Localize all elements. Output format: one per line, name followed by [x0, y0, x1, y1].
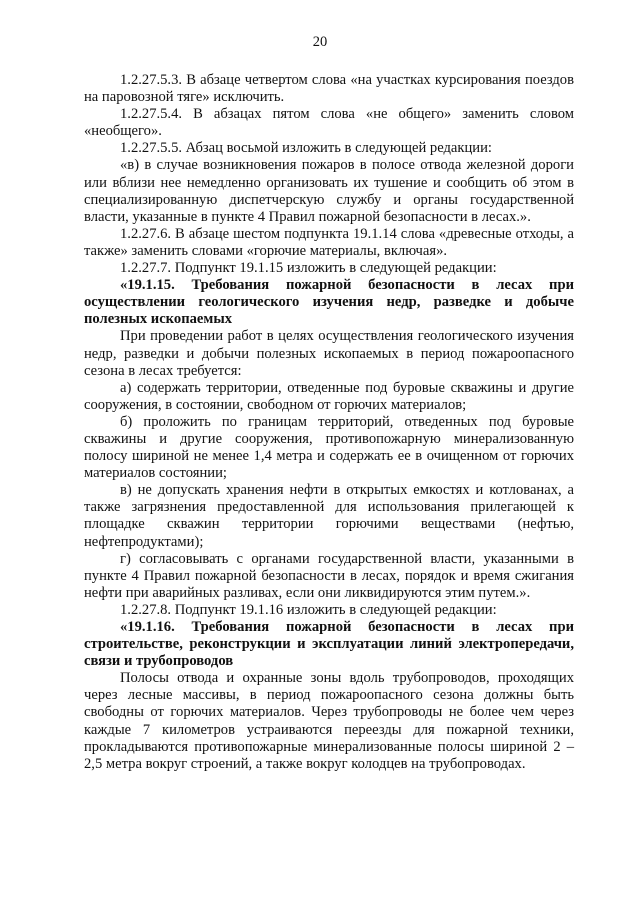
paragraph-1-2-27-8: 1.2.27.8. Подпункт 19.1.16 изложить в следующей редакции: — [120, 601, 497, 618]
heading-19-1-15: «19.1.15. Требования пожарной безопасности в лесах при осуществлении геологического изучения недр, разведке и добыче полезных ископаемых — [84, 277, 574, 328]
paragraph-1-2-27-6: 1.2.27.6. В абзаце шестом подпункта 19.1.14 слова «древесные отходы, а также» заменить словами «горючие материалы, включая». — [84, 225, 574, 259]
paragraph-1-2-27-5-4: 1.2.27.5.4. В абзацах пятом слова «не общего» заменить словом «необщего». — [84, 106, 574, 140]
list-item-a: а) содержать территории, отведенные под буровые скважины и другие сооружения, в состоянии, свободном от горючих материалов; — [84, 379, 574, 413]
list-item-b: б) проложить по границам территорий, отведенных под буровые скважины и другие сооружения, противопожарную минерализованную полосу шириной не менее 1,4 метра и содержать ее в очищенном от горючих материалов состоянии; — [84, 413, 574, 482]
list-item-g: г) согласовывать с органами государственной власти, указанными в пункте 4 Правил пожарной безопасности в лесах, порядок и время сжигания нефти при аварийных разливах, если они ликвидируются этим путем.». — [84, 550, 574, 601]
document-body — [84, 72, 574, 773]
paragraph-pipelines: Полосы отвода и охранные зоны вдоль трубопроводов, проходящих через лесные массивы, в период пожароопасного сезона должны быть свободны от горючих материалов. Через трубопроводы не более чем через каждые 7 километров устраиваются переезды для пожарной техники, прокладываются противопожарные минерализованные полосы шириной 2 – 2,5 метра вокруг строений, а также вокруг колодцев на трубопроводах. — [84, 670, 574, 772]
heading-19-1-16: «19.1.16. Требования пожарной безопасности в лесах при строительстве, реконструкции и эксплуатации линий электропередачи, связи и трубопроводов — [84, 619, 574, 670]
paragraph-1-2-27-5-5: 1.2.27.5.5. Абзац восьмой изложить в следующей редакции: — [120, 140, 492, 157]
paragraph-1-2-27-5-3: 1.2.27.5.3. В абзаце четвертом слова «на участках курсирования поездов на паровозной тяге» исключить. — [84, 72, 574, 106]
paragraph-1-2-27-7: 1.2.27.7. Подпункт 19.1.15 изложить в следующей редакции: — [120, 260, 497, 277]
list-item-v: в) не допускать хранения нефти в открытых емкостях и котлованах, а также загрязнения предоставленной для использования прилегающей к площадке скважин территории горючими веществами (нефтью, нефтепродуктами); — [84, 482, 574, 550]
paragraph-intro-19-1-15: При проведении работ в целях осуществления геологического изучения недр, разведки и добычи полезных ископаемых в период пожароопасного сезона в лесах требуется: — [84, 328, 574, 379]
quoted-item-v: «в) в случае возникновения пожаров в полосе отвода железной дороги или вблизи нее немедленно организовать их тушение и сообщить об этом в специализированную диспетчерскую службу и органы государственной власти, указанные в пункте 4 Правил пожарной безопасности в лесах.». — [84, 157, 574, 225]
page-number: 20 — [312, 34, 328, 50]
